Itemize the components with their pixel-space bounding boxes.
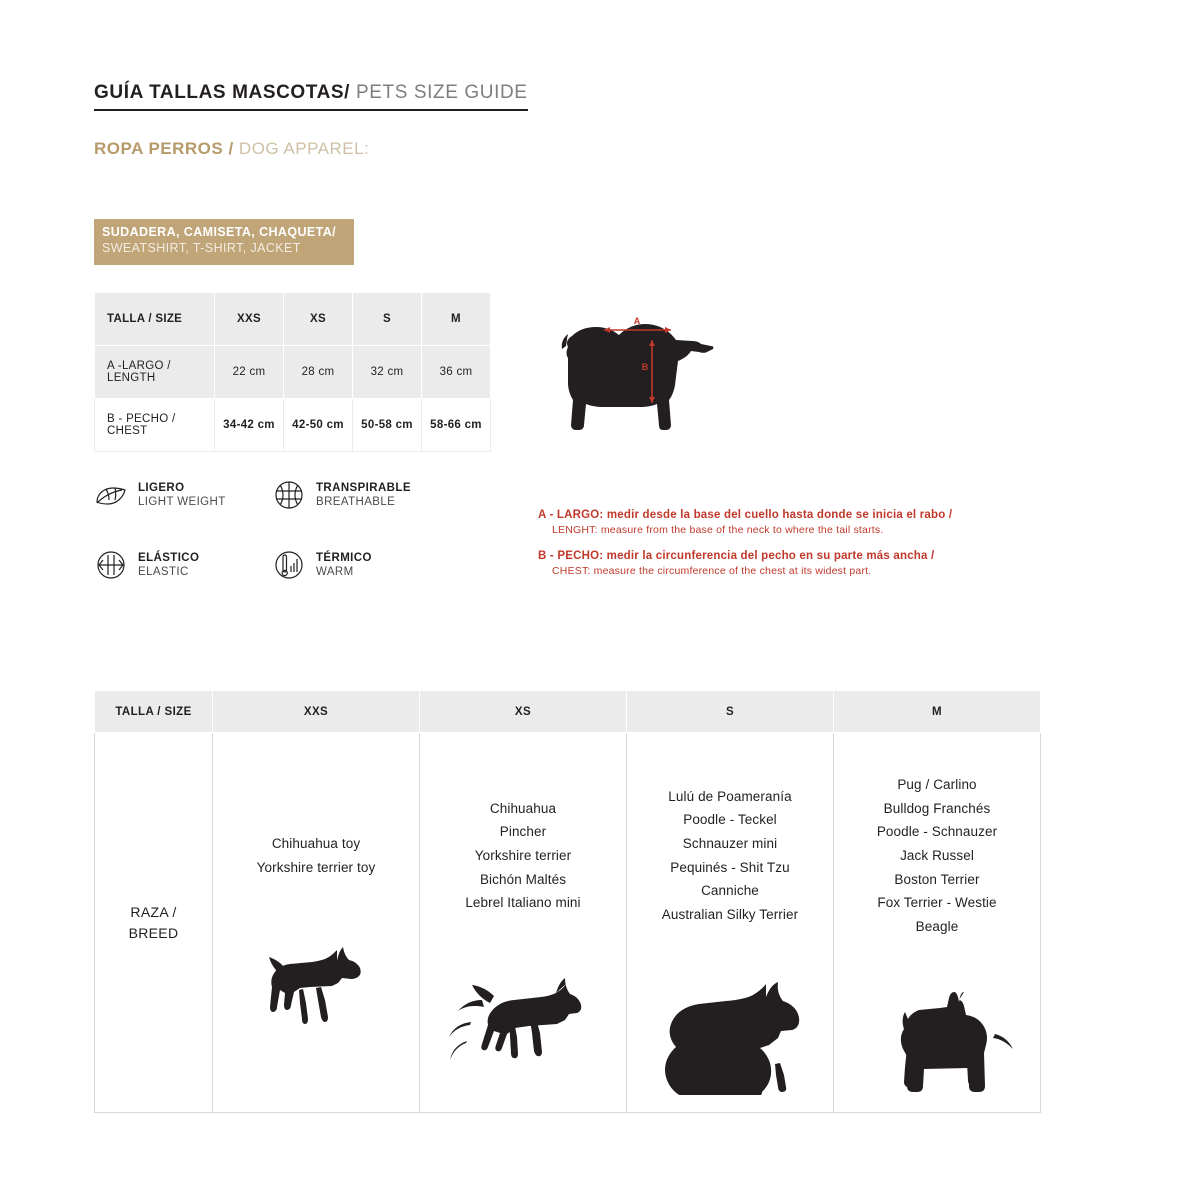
breed-header-xs: XS (420, 691, 627, 733)
chest-s: 50-58 cm (353, 399, 422, 452)
breed-list-m (840, 773, 1034, 938)
feature-warm (272, 548, 372, 582)
measurement-legend (538, 503, 1018, 585)
list-item: Lebrel Italiano mini (465, 895, 581, 911)
feature-label-es: LIGERO (138, 481, 185, 494)
list-item: Pequinés - Shit Tzu (670, 859, 790, 875)
table-row-length (95, 346, 491, 399)
list-item: Boston Terrier (894, 871, 980, 887)
feature-label-en: BREATHABLE (316, 496, 396, 508)
section-subtitle-en: DOG APPAREL: (233, 139, 370, 158)
list-item: Yorkshire terrier toy (256, 859, 376, 875)
feature-elastic (94, 548, 199, 582)
list-item: Poodle - Teckel (683, 812, 777, 828)
legend-chest-es: B - PECHO: medir la circunferencia del pecho en su parte más ancha / (538, 549, 935, 562)
breed-list-xs (426, 797, 620, 915)
chest-m: 58-66 cm (422, 399, 491, 452)
feature-label-es: ELÁSTICO (138, 551, 200, 564)
feature-light-weight (94, 478, 226, 512)
measurement-table (94, 292, 491, 452)
breed-header-xxs: XXS (213, 691, 420, 733)
list-item: Beagle (915, 918, 959, 934)
garment-type-en: SWEATSHIRT, T-SHIRT, JACKET (102, 241, 301, 255)
header-cell-xxs: XXS (215, 293, 284, 346)
page-title-es: GUÍA TALLAS MASCOTAS/ (94, 82, 351, 103)
chest-xs: 42-50 cm (284, 399, 353, 452)
feature-text (316, 551, 372, 579)
section-subtitle-es: ROPA PERROS / (94, 139, 234, 158)
list-item: Pug / Carlino (897, 777, 977, 792)
list-item: Bichón Maltés (479, 871, 567, 887)
breed-table-header-row (95, 691, 1041, 733)
feature-label-en: WARM (316, 566, 354, 578)
list-item: Chihuahua toy (271, 836, 361, 852)
breed-list-xxs (219, 832, 413, 879)
section-subtitle (94, 139, 369, 159)
breed-row-label-line2: BREED (128, 924, 179, 941)
list-item: Chihuahua (489, 800, 557, 816)
breed-row-label (95, 733, 213, 1113)
legend-row-length (538, 503, 1018, 538)
page-title-en: PETS SIZE GUIDE (350, 82, 528, 103)
breed-header-s: S (627, 691, 834, 733)
list-item: Jack Russel (900, 847, 974, 863)
legend-row-chest (538, 544, 1018, 579)
length-xs: 28 cm (284, 346, 353, 399)
row-label-chest: B - PECHO / CHEST (95, 399, 215, 452)
breed-header-m: M (834, 691, 1041, 733)
feature-label-en: ELASTIC (138, 566, 189, 578)
header-cell-xs: XS (284, 293, 353, 346)
length-xxs: 22 cm (215, 346, 284, 399)
feature-breathable (272, 478, 411, 512)
length-m: 36 cm (422, 346, 491, 399)
legend-length-en: LENGHT: measure from the base of the neck to where the tail starts. (552, 524, 884, 537)
measurement-diagram (540, 310, 830, 455)
garment-type-band (94, 219, 354, 265)
mesh-icon (272, 478, 306, 512)
feature-label-es: TRANSPIRABLE (316, 481, 411, 494)
list-item: Yorkshire terrier (474, 847, 572, 863)
breed-table-row (95, 733, 1041, 1113)
legend-length-es: A - LARGO: medir desde la base del cuello hasta donde se inicia el rabo / (538, 509, 953, 521)
breed-table (94, 690, 1041, 1113)
diagram-label-b: B (641, 362, 649, 372)
legend-chest-en: CHEST: measure the circumference of the chest at its widest part. (552, 565, 872, 578)
pomeranian-silhouette (633, 945, 827, 1095)
table-row-chest (95, 399, 491, 452)
feature-text (138, 481, 226, 509)
dog-measurement-silhouette (540, 310, 830, 455)
breed-cell-s (627, 733, 834, 1113)
list-item: Australian Silky Terrier (661, 906, 799, 922)
feature-label-es: TÉRMICO (316, 551, 372, 564)
breed-row-label-line1: RAZA / (130, 903, 177, 920)
feature-text (316, 481, 411, 509)
breed-list-s (633, 785, 827, 927)
list-item: Bulldog Franchés (883, 800, 991, 816)
diagram-label-a: A (633, 316, 641, 326)
list-item: Canniche (701, 883, 759, 899)
small-fluffy-dog-silhouette (426, 933, 620, 1083)
bulldog-silhouette (840, 956, 1034, 1106)
header-cell-talla: TALLA / SIZE (95, 293, 215, 346)
list-item: Lulú de Poameranía (668, 788, 792, 804)
chihuahua-silhouette (219, 897, 413, 1047)
list-item: Fox Terrier - Westie (877, 895, 997, 911)
length-s: 32 cm (353, 346, 422, 399)
row-label-length: A -LARGO / LENGTH (95, 346, 215, 399)
chest-xxs: 34-42 cm (215, 399, 284, 452)
page-title (94, 82, 528, 111)
table-row-header (95, 293, 491, 346)
list-item: Pincher (499, 824, 547, 840)
header-cell-s: S (353, 293, 422, 346)
elastic-icon (94, 548, 128, 582)
garment-type-es: SUDADERA, CAMISETA, CHAQUETA/ (102, 225, 337, 239)
leaf-icon (94, 478, 128, 512)
feature-label-en: LIGHT WEIGHT (138, 496, 226, 508)
list-item: Schnauzer mini (682, 836, 778, 852)
breed-cell-m (834, 733, 1041, 1113)
thermometer-icon (272, 548, 306, 582)
list-item: Poodle - Schnauzer (876, 824, 998, 840)
breed-header-talla: TALLA / SIZE (95, 691, 213, 733)
header-cell-m: M (422, 293, 491, 346)
breed-cell-xxs (213, 733, 420, 1113)
feature-text (138, 551, 199, 579)
breed-cell-xs (420, 733, 627, 1113)
